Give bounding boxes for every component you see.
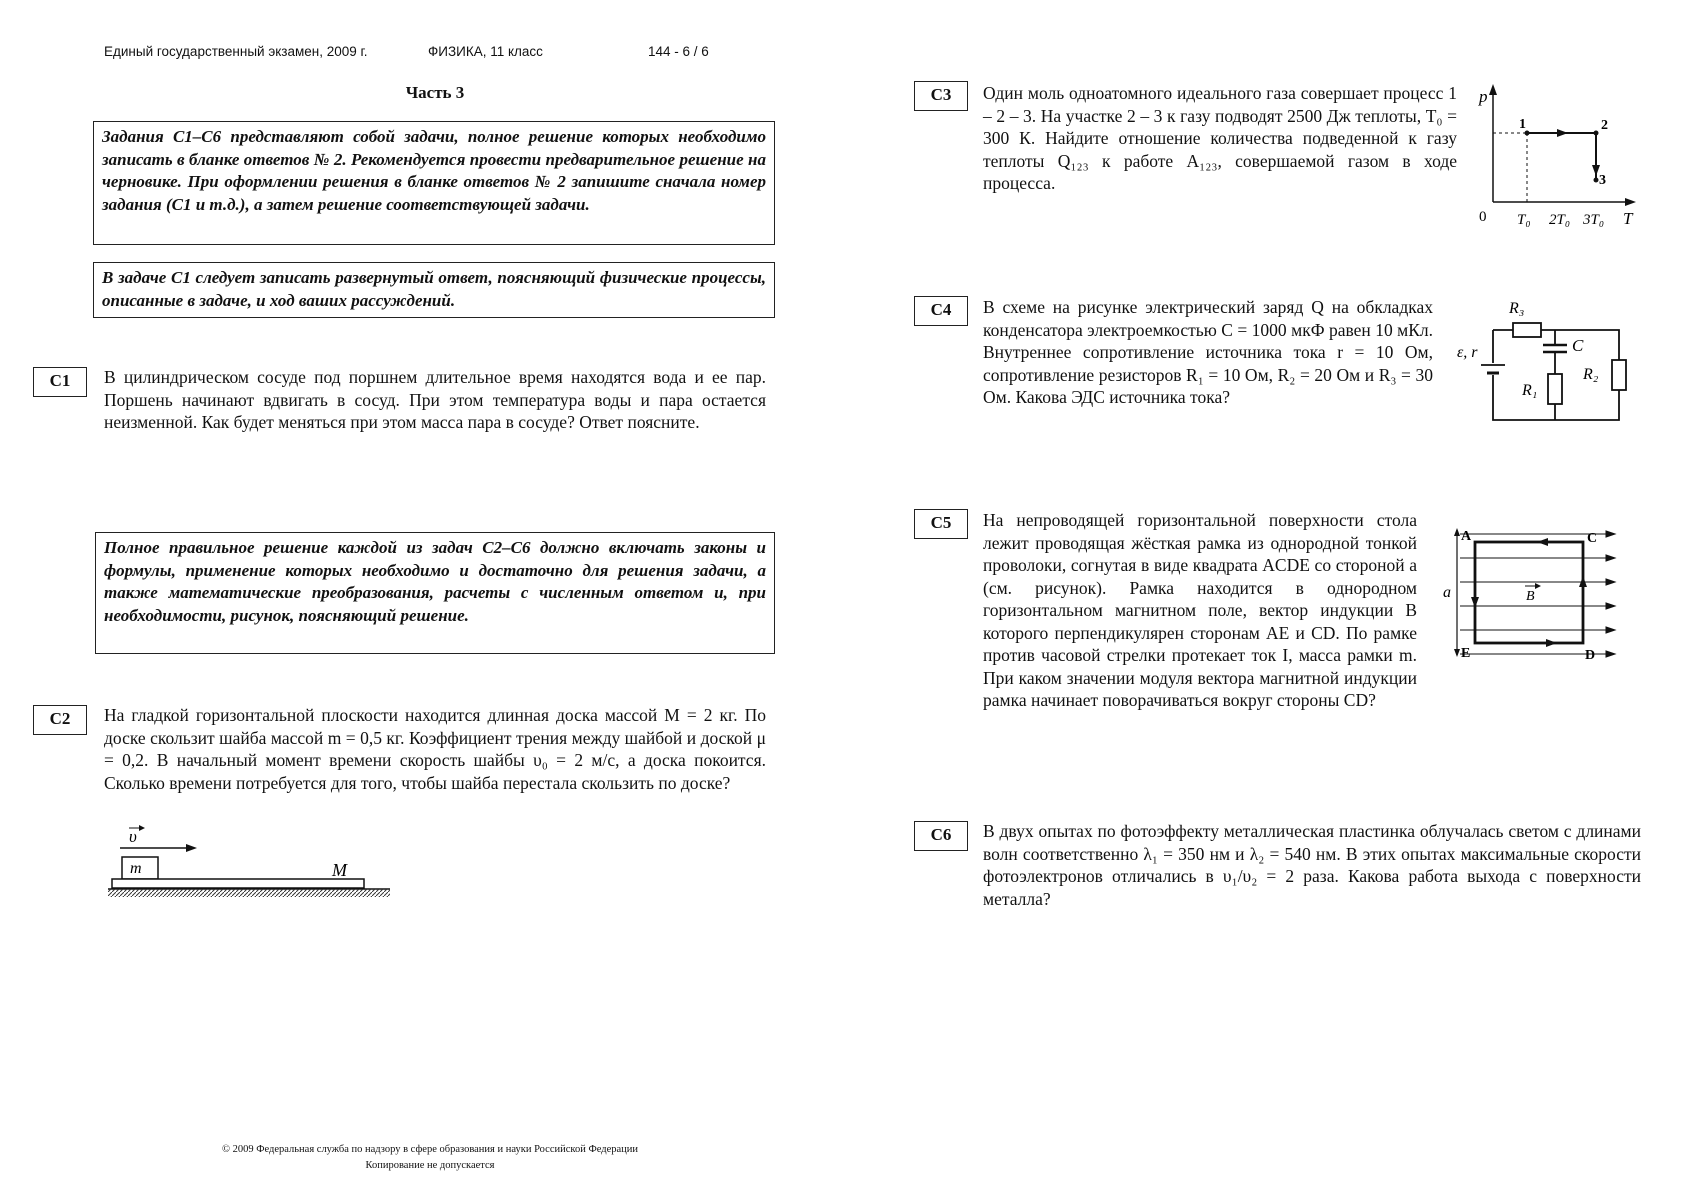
c2-figure	[100, 820, 400, 910]
vertex-c-label: C	[1587, 531, 1598, 546]
header-page: 144 - 6 / 6	[648, 44, 709, 59]
task-c2-text: На гладкой горизонтальной плоскости находится длинная доска массой M = 2 кг. По доске скользит шайба массой m = 0,5 кг. Коэффициент трения между шайбой и доской μ = 0,2. В начальный момент времени скорость шайбы υ₀ = 2 м/с, а доска покоится. Сколько времени потребуется для того, чтобы шайба перестала скользить по доске?	[104, 705, 766, 793]
task-c5-label: С5	[914, 509, 968, 539]
task-c5-body: На непроводящей горизонтальной поверхности стола лежит проводящая жёсткая рамка из однородной тонкой проволоки, согнутая в виде квадрата ACDE со стороной a (см. рисунок). Рамка находится в однородном горизонтальном магнитном поле, вектор индукции B которого перпендикулярен сторонам AE и CD. По рамке против часовой стрелки протекает ток I, масса рамки m. При каком значении модуля вектора магнитной индукции рамка начинает поворачиваться вокруг стороны CD?	[983, 510, 1417, 710]
puck-label: m	[130, 860, 142, 877]
task-c6-text: В двух опытах по фотоэффекту металлическая пластинка облучалась светом с длинами волн соответственно λ₁ = 350 нм и λ₂ = 540 нм. В этих опытах максимальные скорости фотоэлектронов отличались в υ₁/υ₂ = 2 раза. Какова работа выхода с поверхности металла?	[983, 821, 1641, 909]
task-c3-text: Один моль одноатомного идеального газа совершает процесс 1 – 2 – 3. На участке 2 – 3 к газу подводят 2500 Дж теплоты, T₀ = 300 К. Найдите отношение количества подведенной к газу теплоты Q₁₂₃ к работе A₁₂₃, совершаемой газом в ходе процесса.	[983, 83, 1457, 193]
footer-copyright: © 2009 Федеральная служба по надзору в сфере образования и науки Российской Федерации	[221, 1144, 639, 1155]
velocity-label: υ	[129, 827, 137, 846]
board	[112, 879, 364, 888]
task-c3-label: С3	[914, 81, 968, 111]
task-c2-label: С2	[33, 705, 87, 735]
instructions-main: Задания С1–С6 представляют собой задачи, полное решение которых необходимо записать в бланке ответов № 2. Рекомендуется провести предварительное решение на черновике. При оформлении решения в бланке ответов № 2 запишите сначала номер задания (С1 и т.д.), а затем решение соответствующей задачи.	[93, 121, 775, 245]
task-c1-text: В цилиндрическом сосуде под поршнем длительное время находятся вода и ее пар. Поршень начинают вдвигать в сосуд. При этом температура воды и пара остается неизменной. Как будет меняться при этом масса пара в сосуде? Ответ поясните.	[104, 367, 766, 432]
emf-label: ε, r	[1457, 344, 1478, 361]
c-label: C	[1572, 336, 1584, 355]
point-3-label: 3	[1599, 173, 1606, 188]
p-axis-label: p	[1479, 87, 1488, 106]
vertex-d-label: D	[1585, 648, 1596, 663]
side-a-label: a	[1443, 584, 1451, 601]
r2-label: R₂	[1583, 366, 1599, 383]
origin-label: 0	[1479, 209, 1487, 225]
tick-t0: T₀	[1517, 212, 1531, 228]
point-2-label: 2	[1601, 118, 1608, 133]
tick-2t0: 2T₀	[1549, 212, 1571, 228]
instructions-c2-c6: Полное правильное решение каждой из задач С2–С6 должно включать законы и формулы, применение которых необходимо и достаточно для решения задачи, а также математические преобразования, расчеты с численным ответом и, при необходимости, рисунок, поясняющий решение.	[95, 532, 775, 654]
footer-copy-notice: Копирование не допускается	[365, 1160, 495, 1171]
task-c4-text: В схеме на рисунке электрический заряд Q на обкладках конденсатора электроемкостью C = 1000 мкФ равен 10 мКл. Внутреннее сопротивление источника тока r = 10 Ом, сопротивление резисторов R₁ = 10 Ом, R₂ = 20 Ом и R₃ = 30 Ом. Какова ЭДС источника тока?	[983, 297, 1433, 407]
task-c1-label: С1	[33, 367, 87, 397]
part-title: Часть 3	[405, 83, 465, 102]
vertex-a-label: A	[1461, 529, 1472, 544]
resistor-r2	[1612, 360, 1626, 390]
t-axis-label: T	[1623, 209, 1633, 228]
r1-label: R₁	[1522, 382, 1538, 399]
tick-3t0: 3T₀	[1583, 212, 1605, 228]
c4-circuit	[1457, 295, 1627, 435]
resistor-r1	[1548, 374, 1562, 404]
board-label: M	[332, 860, 347, 880]
instructions-c1: В задаче С1 следует записать развернутый ответ, поясняющий физические процессы, описанные в задаче, и ход ваших рассуждений.	[93, 262, 775, 318]
ground-hatch	[108, 889, 390, 897]
field-b-label: B	[1526, 589, 1535, 604]
vertex-e-label: E	[1461, 646, 1471, 661]
resistor-r3	[1513, 323, 1541, 337]
task-c4-label: С4	[914, 296, 968, 326]
c5-figure	[1425, 520, 1625, 670]
header-exam: Единый государственный экзамен, 2009 г.	[104, 44, 368, 59]
c3-graph	[1465, 80, 1645, 230]
task-c6-label: С6	[914, 821, 968, 851]
point-1-label: 1	[1519, 117, 1526, 132]
header-subject: ФИЗИКА, 11 класс	[428, 44, 543, 59]
field-lines	[1460, 531, 1615, 657]
r3-label: R₃	[1509, 300, 1525, 317]
